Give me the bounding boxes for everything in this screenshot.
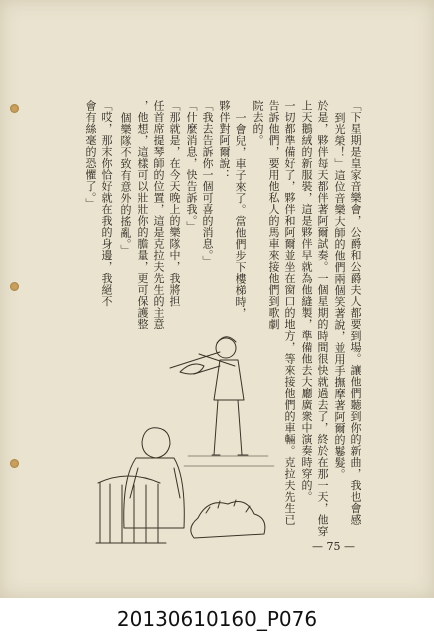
image-caption: 20130610160_P076 [0,598,434,640]
text-column-9: 夥伴對阿爾說： [218,100,231,181]
violin-recital-illustration [88,308,293,548]
text-column-13: 任首席提琴師的位置，這是克拉夫先生的主意 [152,100,165,330]
text-column-12: 「那就是，在今天晚上的樂隊中，我將担 [168,100,181,307]
text-column-6: 告訴他們，要用他私人的馬車來接他們到歌劇 [267,100,280,330]
binding-hole-middle [10,282,19,291]
text-column-5: 一切都準備好了，夥伴和阿爾並坐在窗口的地方，等來接他們的車輛。克拉夫先生已 [283,100,296,526]
text-column-1: 「下星期是皇家音樂會，公爵和公爵夫人都要到場。讓他們聽到你的新曲，我也會感 [349,100,362,526]
text-column-10: 「我去告訴你一個可喜的消息。」 [201,100,214,267]
audience-heads [191,500,265,538]
text-column-17: 會有絲毫的恐懼了。」 [84,100,97,210]
binding-hole-bottom [10,459,19,468]
text-column-11: 「什麼消息，快告訴我。」 [185,100,198,233]
seated-man-figure [124,428,185,528]
chair-backs [96,476,166,543]
text-column-3: 於是，夥伴每天都伴著阿爾試奏。一個星期的時間很快就過去了，終於在那一天，他穿 [316,100,329,537]
text-column-15: 個樂隊不致有意外的搖亂。」 [119,112,132,256]
text-column-14: ，他想，這樣可以壯壯你的膽量，更可保護整 [136,100,149,330]
text-column-4: 上天鵝絨的新服裝，這是夥伴早就為他縫製，準備他去大廳廣衆中演奏時穿的。 [300,100,313,503]
text-column-8: 一會兒，車子來了。當他們步下樓梯時， [234,112,247,319]
violinist-boy-figure [170,337,248,455]
page-number: — 75 — [312,540,355,553]
binding-hole-top [10,104,19,113]
text-column-2: 到光榮！」這位音樂大師的他們兩個笑著說，並用手撫摩著阿爾的鬈髮。 [333,112,346,480]
text-column-16: 「哎，那末你恰好就在我的身邊，我絕不 [100,100,113,307]
text-column-7: 院去的。 [251,100,264,146]
